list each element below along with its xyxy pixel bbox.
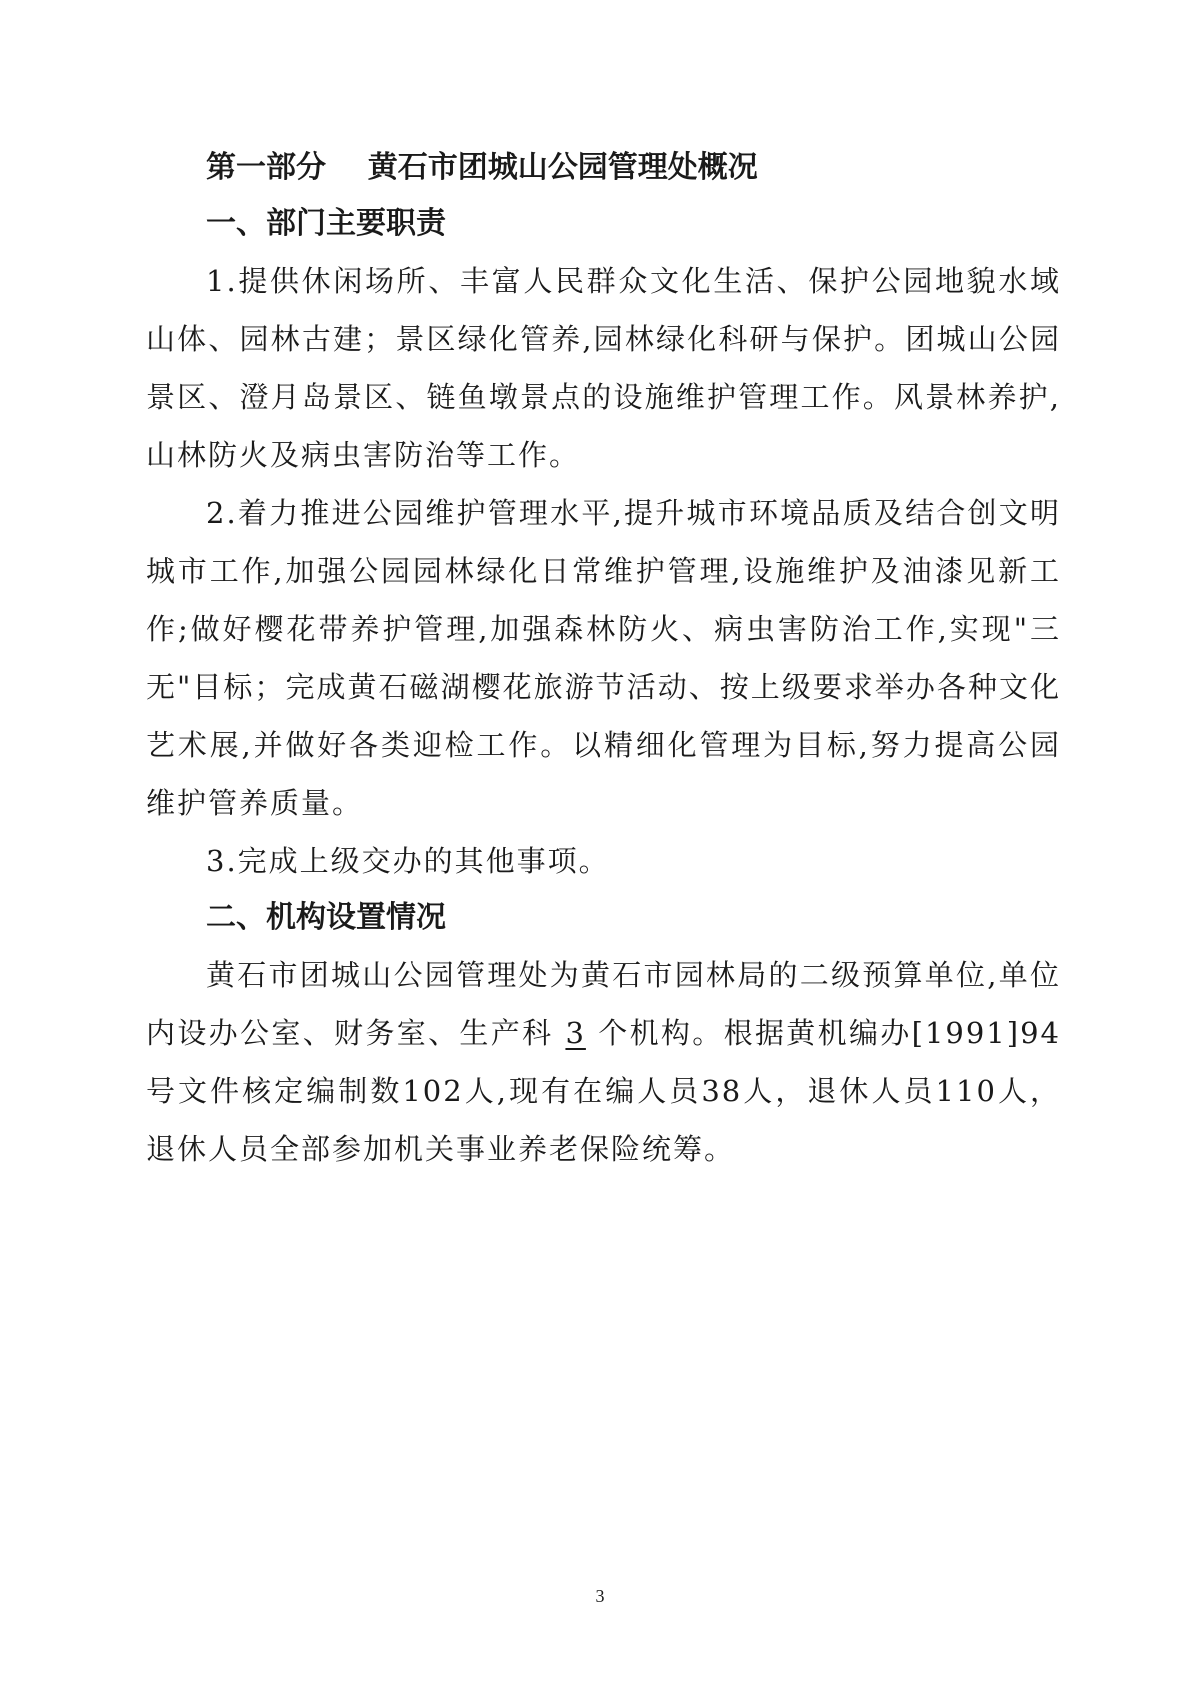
- organization-text-before: 黄石市团城山公园管理处为黄石市园林局的二级预算单位,单位内设办公室、财务室、生产科: [146, 958, 1061, 1050]
- organization-count: 3: [565, 1016, 586, 1050]
- organization-paragraph: [146, 946, 1061, 1178]
- section-title-duties: 一、部门主要职责: [206, 206, 446, 241]
- section-title-organization: 二、机构设置情况: [206, 900, 446, 935]
- part-title: 第一部分 黄石市团城山公园管理处概况: [206, 150, 758, 185]
- document-body: [146, 140, 1061, 1178]
- page-number: 3: [595, 1586, 605, 1606]
- organization-text-after: 个机构。根据黄机编办[1991]94号文件核定编制数102人,现有在编人员38人，退休人员110人，退休人员全部参加机关事业养老保险统筹。: [146, 1016, 1061, 1166]
- duty-item-1: 1.提供休闲场所、丰富人民群众文化生活、保护公园地貌水域山体、园林古建；景区绿化管养,园林绿化科研与保护。团城山公园景区、澄月岛景区、链鱼墩景点的设施维护管理工作。风景林养护,山林防火及病虫害防治等工作。: [146, 264, 1061, 472]
- duty-item-2: 2.着力推进公园维护管理水平,提升城市环境品质及结合创文明城市工作,加强公园园林绿化日常维护管理,设施维护及油漆见新工作;做好樱花带养护管理,加强森林防火、病虫害防治工作,实现"三无"目标；完成黄石磁湖樱花旅游节活动、按上级要求举办各种文化艺术展,并做好各类迎检工作。以精细化管理为目标,努力提高公园维护管养质量。: [146, 496, 1061, 820]
- duty-item-3: 3.完成上级交办的其他事项。: [206, 844, 610, 878]
